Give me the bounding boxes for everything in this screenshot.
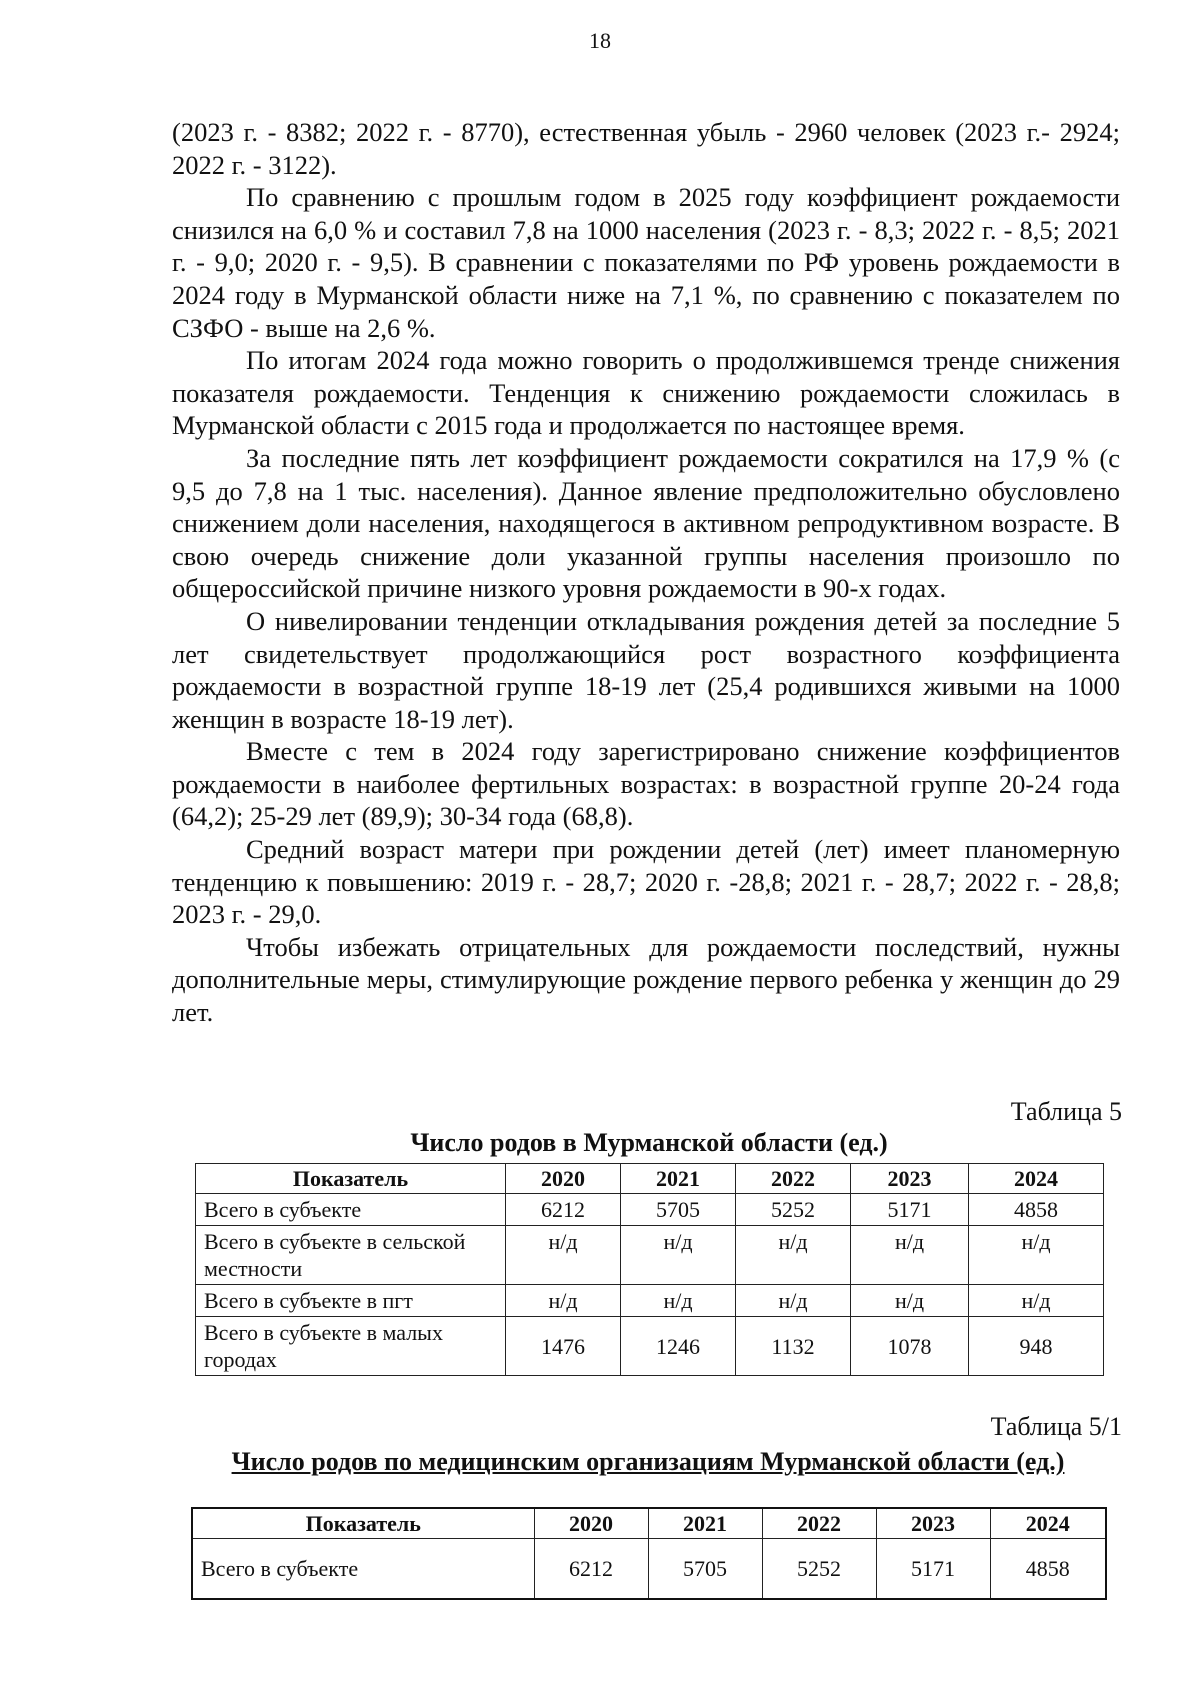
table-cell: н/д [736, 1226, 851, 1285]
column-header: 2020 [506, 1164, 621, 1194]
table-cell: 5252 [762, 1539, 876, 1599]
table-cell: н/д [969, 1285, 1104, 1317]
table-cell: 1132 [736, 1317, 851, 1376]
table-cell: 948 [969, 1317, 1104, 1376]
births-by-organization-table [191, 1507, 1107, 1600]
paragraph: Чтобы избежать отрицательных для рождаемости последствий, нужны дополнительные меры, стимулирующие рождение первого ребенка у женщин до 29 лет. [172, 931, 1120, 1028]
paragraph: О нивелировании тенденции откладывания рождения детей за последние 5 лет свидетельствует продолжающийся рост возрастного коэффициента рождаемости в возрастной группе 18-19 лет (25,4 родившихся живыми на 1000 женщин в возрасте 18-19 лет). [172, 605, 1120, 734]
column-header: 2022 [736, 1164, 851, 1194]
column-header: 2021 [621, 1164, 736, 1194]
table-cell: н/д [621, 1226, 736, 1285]
table-cell: н/д [969, 1226, 1104, 1285]
table-row [196, 1285, 1104, 1317]
table-title: Число родов по медицинским организациям Мурманской области (ед.) [231, 1447, 1065, 1476]
row-label: Всего в субъекте [192, 1539, 534, 1599]
paragraph: Средний возраст матери при рождении детей (лет) имеет планомерную тенденцию к повышению: 2019 г. - 28,7; 2020 г. -28,8; 2021 г. - 28,7; 2022 г. - 28,8; 2023 г. - 29,0. [172, 834, 1120, 930]
table-cell: н/д [736, 1285, 851, 1317]
table-cell: 5705 [648, 1539, 762, 1599]
paragraph: За последние пять лет коэффициент рождаемости сократился на 17,9 % (с 9,5 до 7,8 на 1 тыс. населения). Данное явление предположительно обусловлено снижением доли населения, находящегося в активном репродуктивном возрасте. В свою очередь снижение доли указанной группы населения произошло по общероссийской причине низкого уровня рождаемости в 90-х годах. [172, 442, 1120, 604]
table-cell: 5705 [621, 1194, 736, 1226]
row-label: Всего в субъекте в сельской местности [196, 1226, 506, 1285]
paragraph: Вместе с тем в 2024 году зарегистрировано снижение коэффициентов рождаемости в наиболее фертильных возрастах: в возрастной группе 20-24 года (64,2); 25-29 лет (89,9); 30-34 года (68,8). [172, 736, 1120, 832]
table-caption: Таблица 5/1 [990, 1412, 1122, 1441]
column-header: 2024 [990, 1508, 1106, 1539]
paragraph: По сравнению с прошлым годом в 2025 году коэффициент рождаемости снизился на 6,0 % и составил 7,8 на 1000 населения (2023 г. - 8,3; 2022 г. - 8,5; 2021 г. - 9,0; 2020 г. - 9,5). В сравнении с показателями по РФ уровень рождаемости в 2024 году в Мурманской области ниже на 7,1 %, по сравнению с показателем по СЗФО - выше на 2,6 %. [172, 182, 1120, 343]
column-header: 2023 [851, 1164, 969, 1194]
table-cell: 6212 [506, 1194, 621, 1226]
column-header: Показатель [192, 1508, 534, 1539]
row-label: Всего в субъекте в пгт [196, 1285, 506, 1317]
table-cell: 1246 [621, 1317, 736, 1376]
column-header: 2020 [534, 1508, 648, 1539]
table-cell: 4858 [969, 1194, 1104, 1226]
table-row [196, 1317, 1104, 1376]
table-cell: н/д [851, 1285, 969, 1317]
table-cell: н/д [506, 1285, 621, 1317]
column-header: 2021 [648, 1508, 762, 1539]
table-cell: н/д [621, 1285, 736, 1317]
table-caption: Таблица 5 [1010, 1097, 1122, 1126]
table-cell: 5171 [851, 1194, 969, 1226]
table-cell: 4858 [990, 1539, 1106, 1599]
table-row [196, 1226, 1104, 1285]
table-cell: 5171 [876, 1539, 990, 1599]
table-row [192, 1539, 1106, 1599]
table-cell: 1078 [851, 1317, 969, 1376]
column-header: 2024 [969, 1164, 1104, 1194]
table-title: Число родов в Мурманской области (ед.) [410, 1128, 888, 1157]
table-row [196, 1194, 1104, 1226]
table-cell: 6212 [534, 1539, 648, 1599]
column-header: 2023 [876, 1508, 990, 1539]
column-header: Показатель [196, 1164, 506, 1194]
row-label: Всего в субъекте в малых городах [196, 1317, 506, 1376]
table-cell: 1476 [506, 1317, 621, 1376]
paragraph: По итогам 2024 года можно говорить о продолжившемся тренде снижения показателя рождаемости. Тенденция к снижению рождаемости сложилась в Мурманской области с 2015 года и продолжается по настоящее время. [172, 345, 1120, 441]
row-label: Всего в субъекте [196, 1194, 506, 1226]
table-header-row [192, 1508, 1106, 1539]
table-cell: н/д [851, 1226, 969, 1285]
table-cell: 5252 [736, 1194, 851, 1226]
births-table [195, 1163, 1104, 1376]
paragraph: (2023 г. - 8382; 2022 г. - 8770), естественная убыль - 2960 человек (2023 г.- 2924; 2022 г. - 3122). [172, 117, 1120, 180]
body-text [172, 116, 1120, 1029]
page-number: 18 [589, 28, 611, 53]
table-header-row [196, 1164, 1104, 1194]
column-header: 2022 [762, 1508, 876, 1539]
table-cell: н/д [506, 1226, 621, 1285]
